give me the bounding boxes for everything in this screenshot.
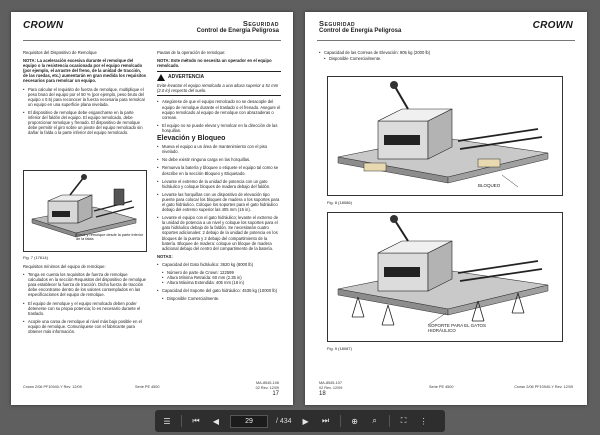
- section-subtitle: Control de Energía Peligrosa: [319, 28, 402, 35]
- figure-7-caption: Eleve y remolque desde la parte inferior de la falda: [76, 233, 144, 241]
- more-options-icon[interactable]: ⋮: [419, 416, 428, 426]
- page-left: [11, 12, 293, 405]
- list-item: • El dispositivo de remolque debe engancharse en la parte inferior del faldón del equipo. El equipo remolcado, debe proporcionar remolque y frenado. El dispositivo de remolque debe permitir el giro sobre un pivote del equipo remolcado sin dañar la falda o la parte inferior del equipo remolcado.: [23, 110, 147, 135]
- footer-right-rev: 02 Rev. 12/09: [255, 386, 279, 390]
- toolbar-divider: [340, 415, 341, 427]
- list-item: • Para calcular el requisito de fuerza de remolque, multiplique el peso bruto del equipo por el 50 % (por ejemplo, peso bruto del equipo x 0.5) para reconocer la fuerza necesaria para remolcar un equipo en una superficie plana nivelada.: [23, 87, 147, 107]
- warning-box: [157, 71, 281, 96]
- left-column-1: [23, 50, 147, 138]
- crown-logo: CROWN: [532, 20, 573, 31]
- list-item: • Acople una cama de remolque al nivel más bajo posible en el equipo de remolque. Comuníquese con el fabricante para obtener más información.: [23, 319, 147, 334]
- page-number-input[interactable]: [230, 415, 268, 428]
- towing-requirements-title: Requisitos del Dispositivo de Remolque: [23, 50, 97, 55]
- jack-stand-label: SOPORTE PARA EL GATOS HIDRÁULICO: [428, 323, 487, 333]
- list-item: • Levante el equipo con el gato hidráulico; levante el extremo de la unidad de potencia a un nivel y coloque los soportes para el gato hidráulico debajo de la faldón. Se necesitarán cuatro soportes adicionales: 2 debajo de la unidad de potencia en los bloques de la puerta y 2 debajo del compartimiento de la batería. Bloquee de madera: coloque un bloque de madera adicional debajo del centro del compartimento de la batería.: [157, 215, 281, 251]
- list-item: • Asegúrese de que el equipo remolcado no se desacople del equipo de remolque durante el traslado o el frenado. Asegure el equipo remolcado al equipo de remolque con abrazaderas o correas.: [157, 99, 281, 119]
- footer-center: Serie PE 4500: [429, 385, 454, 389]
- list-item: • Número de parte de Crown: 122599: [162, 270, 281, 275]
- list-item: • Disponible Comercialmente.: [324, 56, 519, 61]
- footer-right: Crown 2/06 PF10940-Y Rev. 12/09: [514, 385, 573, 389]
- list-item: • Tenga en cuenta los requisitos de fuerza de remolque calculados en la sección Requisitos del dispositivo de remolque para establecer la fuerza de tracción. Dicha fuerza de tracción debe encontrarse dentro de los valores contemplados en las especificaciones del equipo de remolque.: [23, 272, 147, 297]
- warning-label: ADVERTENCIA: [168, 74, 205, 81]
- footer-left: Crown 2/06 PF10940-Y Rev. 12/09: [23, 385, 82, 389]
- sidebar-toggle-icon[interactable]: ☰: [163, 416, 171, 426]
- search-icon[interactable]: ⌕: [372, 416, 377, 425]
- right-column: [319, 50, 519, 64]
- figure-7: [23, 170, 147, 252]
- header-rule: [317, 40, 575, 41]
- toolbar-divider: [181, 415, 182, 427]
- figure-9-caption: Fig. 9 (18087): [327, 346, 352, 351]
- footer-center: Serie PE 4500: [135, 385, 160, 389]
- figure-8-caption: Fig. 8 (18086): [327, 200, 352, 205]
- section-title: Seguridad: [319, 19, 356, 28]
- last-page-icon[interactable]: ⏭: [321, 416, 330, 425]
- blocking-illustration: [328, 77, 563, 196]
- page-number: 17: [272, 391, 279, 397]
- pdf-toolbar: [155, 410, 445, 432]
- toolbar-divider: [389, 415, 390, 427]
- figure-7-label: Fig. 7 (17614): [23, 255, 48, 260]
- page-header: [319, 20, 401, 35]
- section-subtitle: Control de Energía Peligrosa: [196, 28, 279, 35]
- list-item: • Capacidad del Soporte del gato hidráulico: 4535 kg (10000 lb): [157, 288, 281, 293]
- zoom-in-icon[interactable]: ⊕: [351, 416, 358, 426]
- warning-heading: [157, 74, 281, 81]
- blocking-label: BLOQUEO: [478, 183, 501, 188]
- lifting-heading: Elevación y Bloqueo: [157, 135, 226, 143]
- prev-page-icon[interactable]: ◀: [212, 416, 220, 426]
- left-column-2: [157, 50, 281, 304]
- header-rule: [23, 40, 281, 41]
- list-item: • El equipo no se puede elevar y remolcar en la dirección de las horquillas.: [157, 123, 281, 133]
- crown-logo: CROWN: [23, 20, 64, 31]
- figure-9: [327, 212, 563, 342]
- fullscreen-icon[interactable]: ⛶: [400, 416, 407, 425]
- list-item: • Capacidad de las Correas de Elevación: 905 kg (2000 lb): [319, 50, 519, 55]
- list-item: • Levante el extremo de la unidad de potencia con un gato hidráulico y coloque bloques de madera debajo del faldón.: [157, 179, 281, 189]
- list-item: • Remueva la batería y bloquee o etiquete el equipo tal como se describe en la sección Bloqueo y Etiquetado.: [157, 165, 281, 175]
- total-pages: / 434: [276, 417, 292, 425]
- note-paragraph: NOTA: Este método no necesita un operador en el equipo remolcado.: [157, 58, 272, 69]
- footer-left-rev: 02 Rev. 12/09: [319, 386, 343, 390]
- first-page-icon[interactable]: ⏮: [192, 416, 200, 425]
- footer-right: MA-8545-106: [255, 381, 279, 385]
- footer-left: MA-8545-107: [319, 381, 343, 385]
- list-item: • Capacidad del Gato hidráulico: 3620 kg (8000 lb): [157, 262, 281, 267]
- list-item: • No debe existir ninguna carga en las horquillas.: [157, 157, 281, 162]
- towing-guidelines-title: Pautas de la operación de remolque:: [157, 50, 226, 55]
- warning-text: Evite levantar el equipo remolcado a una altura superior a 51 mm (2.0 in) respecto del suelo.: [157, 83, 279, 94]
- list-item: • El equipo de remolque y el equipo remolcado deben poder detenerse con su propia potencia; lo es necesario durante el traslado.: [23, 301, 147, 316]
- min-requirements-title: Requisitos mínimos del equipo de remolque:: [23, 264, 106, 269]
- list-item: • Altura Máxima Extendida: 405 mm (16 in): [162, 280, 281, 285]
- list-item: • Disponible Comercialmente.: [162, 296, 281, 301]
- list-item: • Levante las horquillas con un dispositivo de elevación tipo puente para colocar los bloques de madera o los soportes para el gato hidráulico. Coloque los soportes para el gato hidráulico debajo del extremo superior las 405 mm (16 in).: [157, 192, 281, 212]
- list-item: • Altura Mínima Retraída: 60 mm (2.35 in): [162, 275, 281, 280]
- page-header: [197, 20, 279, 35]
- note-paragraph: NOTA: La aceleración excesiva durante el remolque del equipo o la resistencia ocasionada por el equipo remolcado (por ejemplo, el arrastre del freno, de la unidad de tracción, de las ruedas, etc.) aumentarán en gran medida los requisitos necesarios para remolcar un equipo.: [23, 58, 147, 84]
- notes-label: NOTAS:: [157, 253, 173, 259]
- list-item: • Mueva el equipo a un área de mantenimiento con el piso nivelado.: [157, 144, 281, 154]
- page-number: 18: [319, 391, 326, 397]
- warning-triangle-icon: [157, 74, 165, 81]
- left-column-1-tail: [23, 264, 147, 337]
- figure-8: [327, 76, 563, 196]
- section-title: Seguridad: [242, 19, 279, 28]
- next-page-icon[interactable]: ▶: [302, 416, 309, 426]
- page-right: [305, 12, 587, 405]
